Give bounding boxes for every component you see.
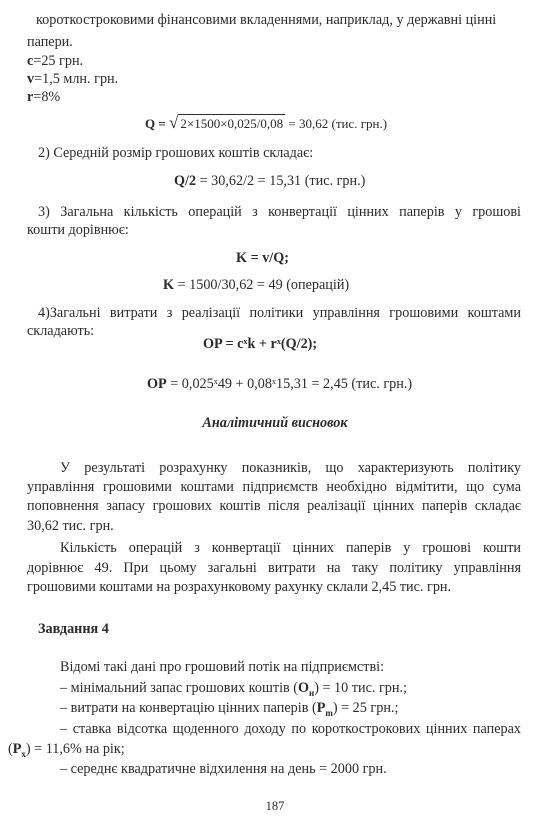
- task4-item-3-subscript: x: [21, 748, 26, 759]
- step3-formula-1: K = v/Q;: [236, 250, 290, 266]
- step4-formula-2-symbol: OP: [147, 376, 167, 392]
- step3-formula-2-symbol: K: [163, 277, 175, 293]
- step2-text: 2) Середній розмір грошових коштів складає:: [38, 145, 314, 161]
- task4-intro: Відомі такі дані про грошовий потік на підприємстві:: [60, 659, 385, 675]
- task4-item-2-symbol: P: [316, 700, 326, 716]
- given-r-symbol: r: [27, 89, 34, 105]
- step2-formula-value: = 30,62/2 = 15,31 (тис. грн.): [196, 173, 366, 189]
- task4-item-1: [60, 681, 407, 698]
- task4-item-3-symbol: P: [12, 741, 22, 757]
- task4-item-2-text: – витрати на конвертацію цінних паперів (: [60, 700, 317, 716]
- page-number: 187: [265, 799, 285, 813]
- step4-line-2: складають:: [27, 323, 95, 339]
- formula-q-radicand: 2×1500×0,025/0,08: [180, 116, 284, 131]
- given-r-value: =8%: [33, 89, 61, 105]
- conclusion-heading: Аналітичний висновок: [202, 415, 348, 431]
- step4-formula-2: [147, 377, 412, 391]
- task4-item-2-value: ) = 25 грн.;: [332, 700, 399, 716]
- task4-item-3-value: ) = 11,6% на рік;: [25, 741, 125, 757]
- step3-line-1: 3) Загальна кількість операцій з конвертації цінних паперів у грошові: [38, 204, 521, 220]
- formula-q-rhs: = 30,62 (тис. грн.): [288, 116, 388, 131]
- conclusion-p2-line-3: грошовими коштами на розрахунковому рахунку склали 2,45 тис. грн.: [27, 579, 452, 595]
- task4-item-1-subscript: н: [309, 687, 315, 698]
- given-c-value: =25 грн.: [33, 53, 84, 69]
- given-v-value: =1,5 млн. грн.: [34, 71, 119, 87]
- conclusion-p2-line-2: дорівнює 49. При цьому загальні витрати на таку політику управління: [27, 560, 521, 576]
- task4-item-1-text: – мінімальний запас грошових коштів (: [60, 680, 298, 696]
- conclusion-p2-line-1: Кількість операцій з конвертації цінних паперів у грошові кошти: [60, 540, 521, 556]
- task4-heading: Завдання 4: [38, 621, 109, 637]
- step4-line-1: 4)Загальні витрати з реалізації політики управління грошовими коштами: [38, 305, 521, 321]
- conclusion-p1-line-3: поповнення запасу грошових коштів після реалізації цінних паперів складає: [27, 498, 521, 514]
- task4-item-2-subscript: m: [325, 707, 333, 718]
- given-v-symbol: v: [27, 71, 35, 87]
- task4-item-2: [60, 701, 398, 718]
- given-c: [27, 54, 83, 68]
- conclusion-p1-line-2: управління грошовими коштами підприємств необхідно відмітити, що сума: [27, 479, 521, 495]
- task4-item-1-value: ) = 10 тис. грн.;: [314, 680, 407, 696]
- step3-formula-2: [163, 278, 349, 292]
- conclusion-p1-line-1: У результаті розрахунку показників, що характеризують політику: [60, 460, 521, 476]
- intro-line-2: папери.: [27, 34, 73, 50]
- step4-formula-1: OP = cˣk + rˣ(Q/2);: [203, 336, 318, 352]
- formula-q: [145, 114, 387, 131]
- step3-line-2: кошти дорівнює:: [27, 222, 129, 238]
- step2-formula-symbol: Q/2: [174, 173, 197, 189]
- conclusion-p1-line-4: 30,62 тис. грн.: [27, 518, 114, 534]
- formula-q-lhs: Q =: [145, 116, 166, 131]
- task4-item-3-line-2: [8, 742, 125, 759]
- sqrt-sign: √: [169, 113, 179, 132]
- task4-item-3-line-1: – ставка відсотка щоденного доходу по короткострокових цінних паперах: [60, 721, 521, 737]
- intro-line-1: короткостроковими фінансовими вкладеннями, наприклад, у державні цінні: [36, 12, 497, 28]
- task4-item-1-symbol: O: [297, 680, 310, 696]
- step4-formula-2-value: = 0,025ˣ49 + 0,08ˣ15,31 = 2,45 (тис. грн.): [166, 376, 413, 392]
- given-v: [27, 72, 118, 86]
- given-c-symbol: c: [27, 53, 34, 69]
- step2-formula: [174, 174, 365, 188]
- task4-item-3-open-paren: (: [8, 741, 13, 757]
- task4-item-4: – середнє квадратичне відхилення на день = 2000 грн.: [60, 761, 387, 777]
- step3-formula-2-value: = 1500/30,62 = 49 (операцій): [174, 277, 350, 293]
- given-r: [27, 90, 60, 104]
